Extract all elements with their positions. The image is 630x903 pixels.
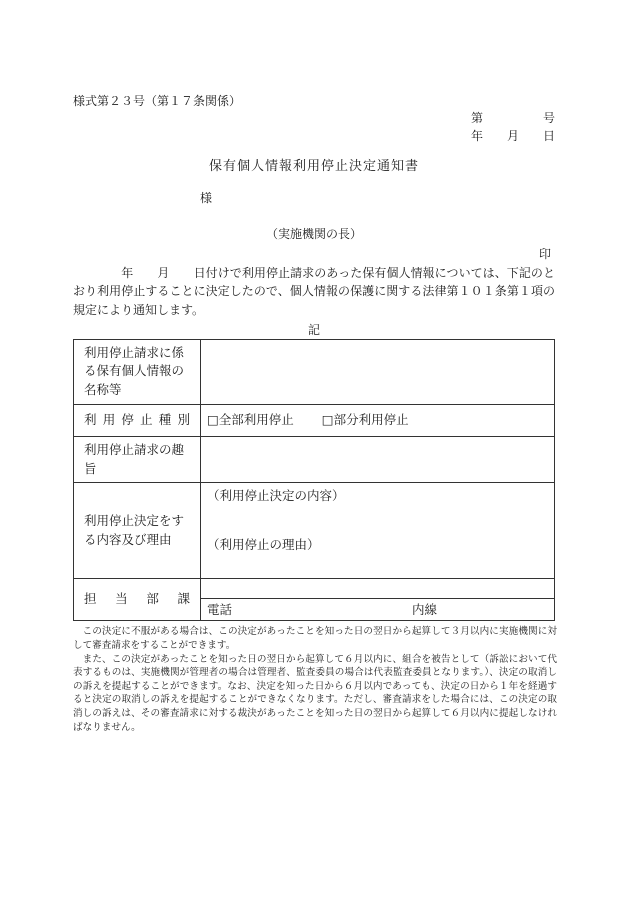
phone-label: 電話 — [207, 602, 233, 618]
checkbox-option-full-suspension: □全部利用停止 — [207, 411, 294, 427]
row-value-decision-content — [201, 483, 555, 579]
addressee-line — [73, 189, 555, 206]
checkbox-option-partial-suspension: □部分利用停止 — [321, 411, 409, 427]
table-row-suspension-kind — [74, 404, 555, 436]
row-value-department — [201, 579, 555, 621]
department-contact-line — [201, 599, 554, 620]
table-row-request-intent — [74, 436, 555, 483]
row-label-decision-content: 利用停止決定をする内容及び理由 — [74, 483, 201, 579]
row-value-suspension-kind — [201, 404, 555, 436]
row-value-request-intent — [201, 436, 555, 483]
body-paragraph: 年 月 日付けで利用停止請求のあった保有個人情報については、下記のとおり利用停止することに決定したので、個人情報の保護に関する法律第１０１条第１項の規定により通知します。 — [73, 265, 555, 317]
decision-reason-caption: （利用停止の理由） — [207, 537, 320, 553]
row-label-suspension-kind: 利用停止種別 — [74, 404, 201, 436]
decision-content-caption: （利用停止決定の内容） — [207, 488, 345, 504]
form-number: 様式第２３号（第１７条関係） — [73, 94, 242, 108]
table-row-information-name — [74, 339, 555, 404]
notes-section — [73, 625, 557, 734]
row-label-request-intent: 利用停止請求の趣旨 — [74, 436, 201, 483]
page-title: 保有個人情報利用停止決定通知書 — [208, 158, 419, 174]
extension-label: 内線 — [412, 602, 438, 618]
sender-line: （実施機関の長） — [265, 226, 362, 241]
table-row-department — [74, 579, 555, 621]
note-paragraph-lawsuit: また、この決定があったことを知った日の翌日から起算して６月以内に、組合を被告として（訴訟において代表するものは、実施機関が管理者の場合は管理者、監査委員の場合は代表監査委員となります。）、決定の取消しの訴えを提起することができます。なお、決定を知った日から６月以内であっても、決定の日から１年を経過すると決定の取消しの訴えを提起することができなくなります。ただし、審査請求をした場合には、この決定の取消しの訴えは、その審査請求に対する裁決があったことを知った日の翌日から起算して６月以内に提起しなければなりません。 — [73, 653, 557, 733]
table-row-decision-content — [74, 483, 555, 579]
row-value-information-name — [201, 339, 555, 404]
row-label-information-name: 利用停止請求に係る保有個人情報の名称等 — [74, 339, 201, 404]
record-heading: 記 — [307, 322, 320, 337]
row-label-department: 担当部課 — [74, 579, 201, 621]
seal-mark: 印 — [538, 246, 551, 261]
note-paragraph-appeal: この決定に不服がある場合は、この決定があったことを知った日の翌日から起算して３月以内に実施機関に対して審査請求をすることができます。 — [73, 626, 557, 651]
addressee-suffix: 様 — [200, 190, 213, 205]
date-line: 年 月 日 — [470, 129, 555, 144]
document-number-line: 第 号 — [470, 111, 555, 125]
checkbox-line — [207, 412, 409, 427]
department-name-area — [201, 579, 554, 599]
form-table — [73, 339, 555, 622]
